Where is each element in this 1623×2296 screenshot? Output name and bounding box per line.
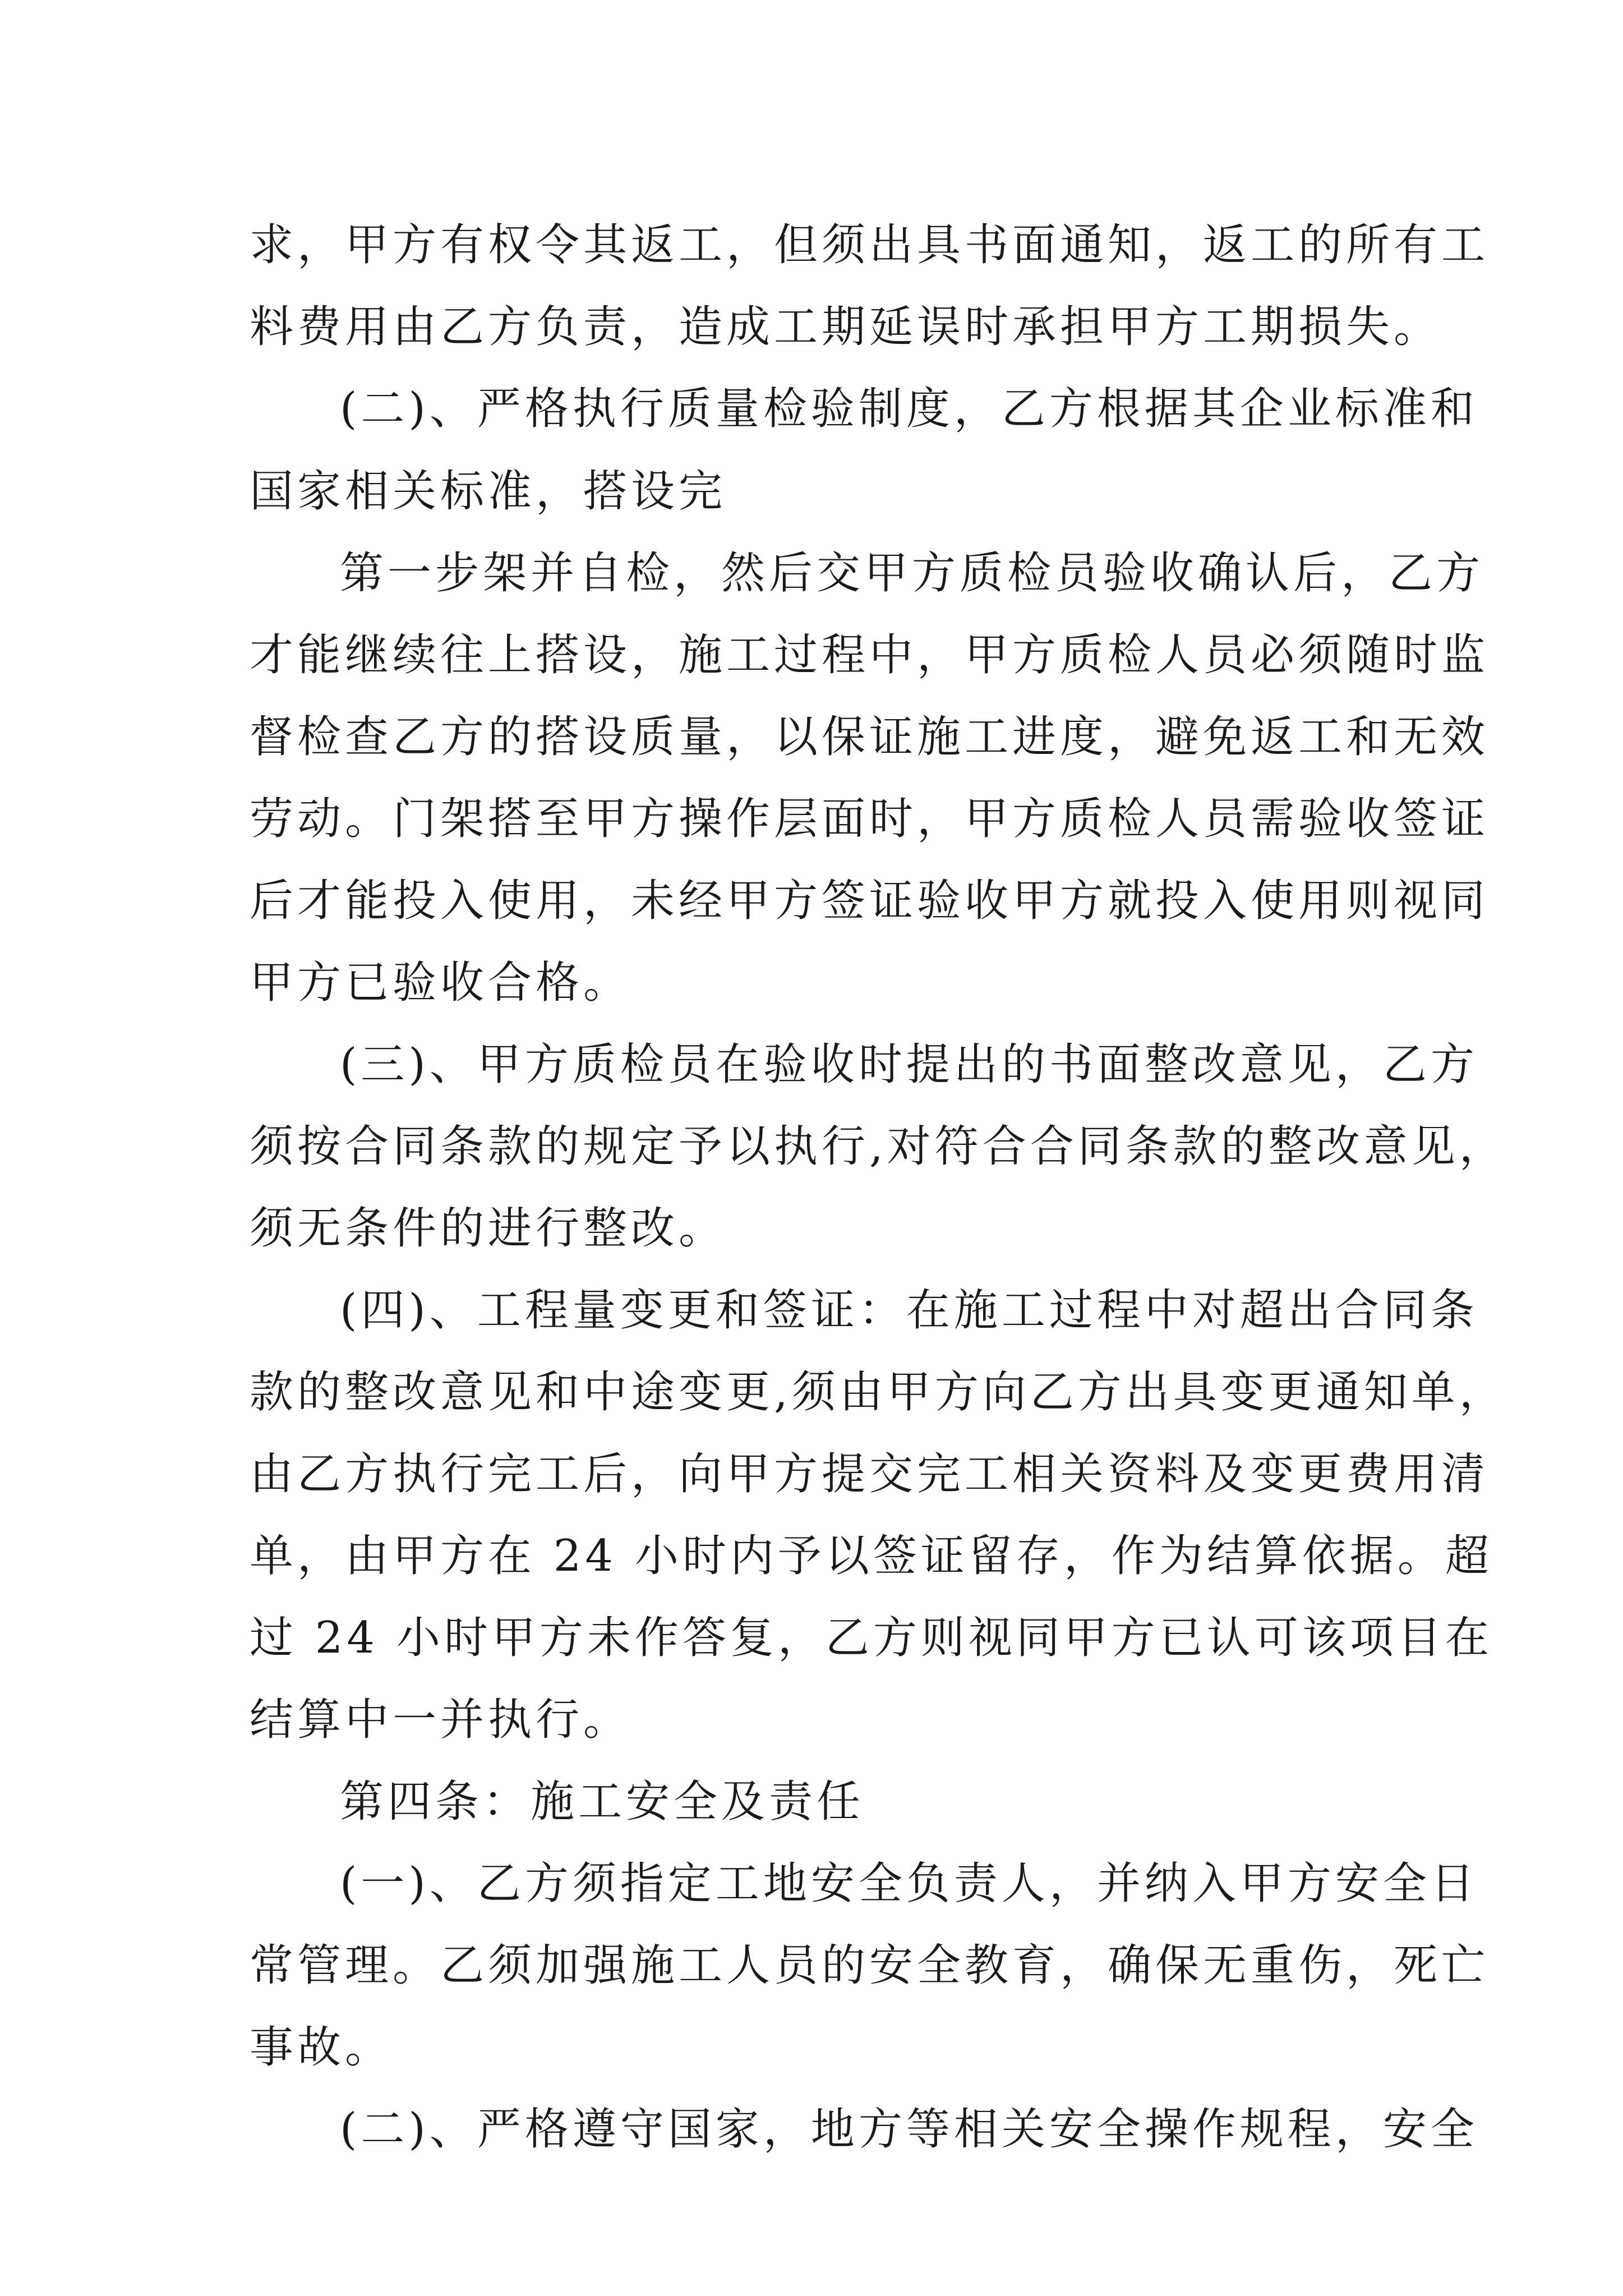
text-line: 劳动。门架搭至甲方操作层面时，甲方质检人员需验收签证 xyxy=(250,794,1490,844)
text-line: 结算中一并执行。 xyxy=(250,1695,631,1745)
text-line: 国家相关标准，搭设完 xyxy=(250,466,727,517)
text-line: 款的整改意见和中途变更,须由甲方向乙方出具变更通知单， xyxy=(250,1367,1507,1418)
text-line: 才能继续往上搭设，施工过程中，甲方质检人员必须随时监 xyxy=(250,630,1490,680)
text-line: 须按合同条款的规定予以执行,对符合合同条款的整改意见， xyxy=(250,1121,1507,1172)
text-line: (三)、甲方质检员在验收时提出的书面整改意见，乙方 xyxy=(340,1039,1478,1090)
text-line: 过 24 小时甲方未作答复，乙方则视同甲方已认可该项目在 xyxy=(250,1613,1493,1663)
text-line: 常管理。乙须加强施工人员的安全教育，确保无重伤，死亡 xyxy=(250,1940,1490,1991)
text-line: 单，由甲方在 24 小时内予以签证留存，作为结算依据。超 xyxy=(250,1531,1493,1581)
section-heading: 第四条：施工安全及责任 xyxy=(340,1777,865,1827)
text-line: 督检查乙方的搭设质量，以保证施工进度，避免返工和无效 xyxy=(250,712,1490,762)
text-line: (二)、严格执行质量检验制度，乙方根据其企业标准和 xyxy=(340,384,1478,434)
text-line: (二)、严格遵守国家，地方等相关安全操作规程，安全 xyxy=(340,2104,1478,2155)
text-line: 料费用由乙方负责，造成工期延误时承担甲方工期损失。 xyxy=(250,302,1442,352)
text-line: (一)、乙方须指定工地安全负责人，并纳入甲方安全日 xyxy=(340,1858,1478,1909)
text-line: 求，甲方有权令其返工，但须出具书面通知，返工的所有工 xyxy=(250,220,1490,270)
text-line: 甲方已验收合格。 xyxy=(250,958,631,1008)
text-line: (四)、工程量变更和签证：在施工过程中对超出合同条 xyxy=(340,1285,1478,1336)
text-line: 第一步架并自检，然后交甲方质检员验收确认后，乙方 xyxy=(340,548,1484,599)
text-line: 由乙方执行完工后，向甲方提交完工相关资料及变更费用清 xyxy=(250,1449,1490,1499)
text-line: 后才能投入使用，未经甲方签证验收甲方就投入使用则视同 xyxy=(250,876,1490,926)
text-line: 事故。 xyxy=(250,2022,393,2073)
text-line: 须无条件的进行整改。 xyxy=(250,1203,727,1254)
